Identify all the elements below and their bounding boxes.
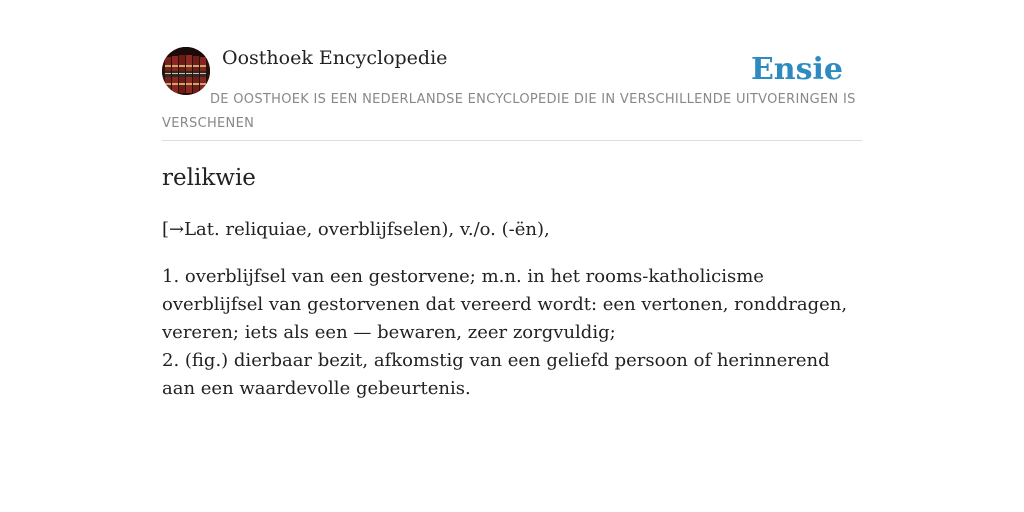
entry-etymology: [→Lat. reliquiae, overblijfselen), v./o. (-ën), bbox=[162, 219, 550, 240]
entry-definitions bbox=[162, 263, 862, 403]
site-title[interactable]: Oosthoek Encyclopedie bbox=[222, 47, 448, 69]
brand-logo[interactable]: Ensie bbox=[750, 52, 843, 87]
definition-1: 1. overblijfsel van een gestorvene; m.n. in het rooms-katholicisme overblijfsel van gestorvenen dat vereerd wordt: een vertonen, ronddragen, vereren; iets als een — bewaren, zeer zorgvuldig; bbox=[162, 266, 848, 343]
definition-2: 2. (fig.) dierbaar bezit, afkomstig van een geliefd persoon of herinnerend aan een waardevolle gebeurtenis. bbox=[162, 350, 830, 399]
entry-headword: relikwie bbox=[162, 165, 256, 191]
site-header bbox=[162, 46, 862, 141]
site-tagline: DE OOSTHOEK IS EEN NEDERLANDSE ENCYCLOPEDIE DIE IN VERSCHILLENDE UITVOERINGEN IS VERSCHENEN bbox=[162, 92, 856, 131]
